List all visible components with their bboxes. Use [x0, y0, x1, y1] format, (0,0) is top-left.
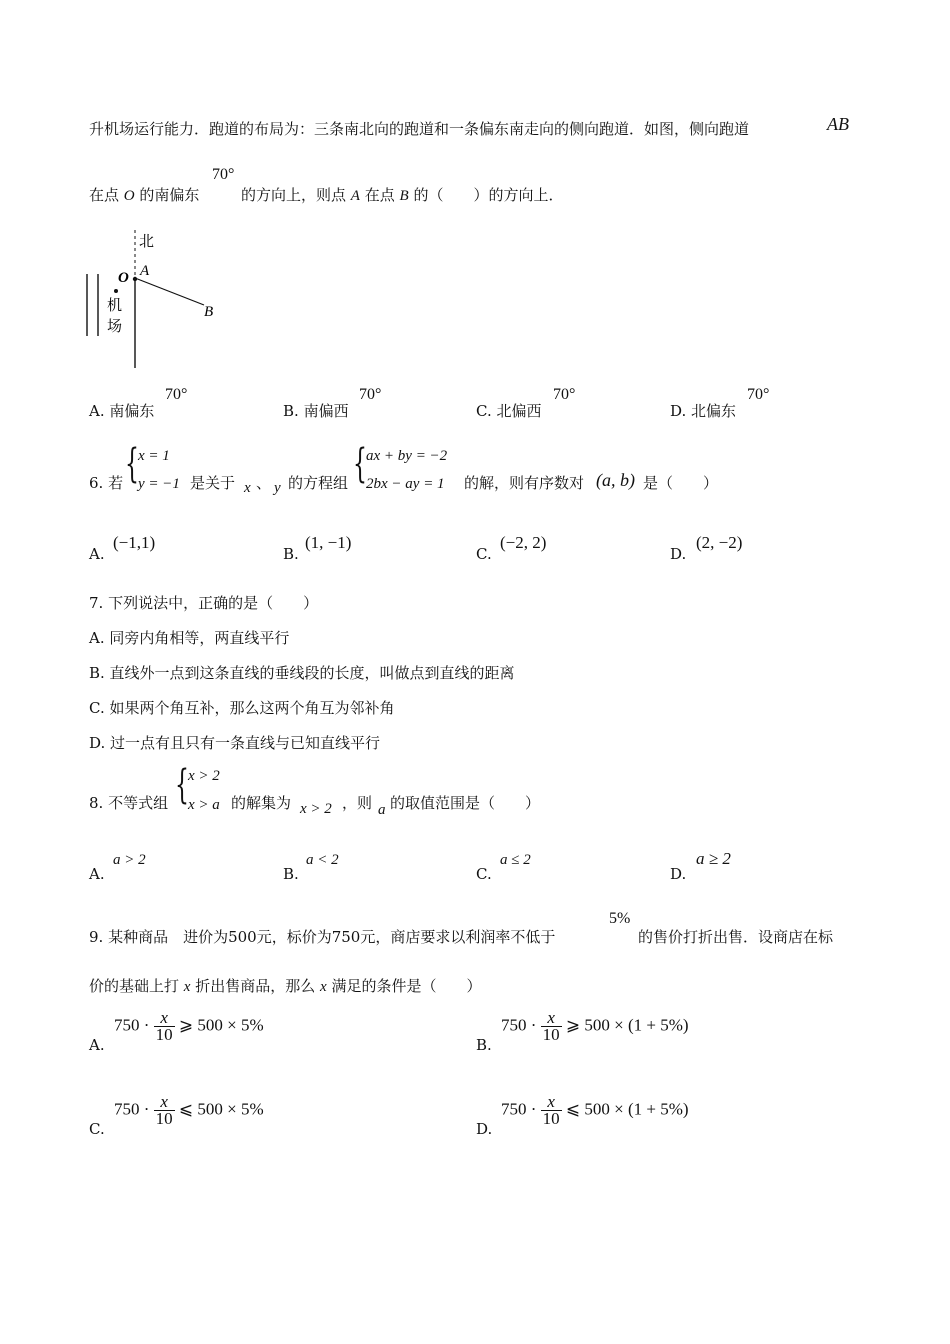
q7-option-a[interactable]: A. 同旁内角相等，两直线平行	[89, 629, 290, 647]
q8-text-3: 的取值范围是（ ）	[390, 794, 541, 812]
q7-option-d[interactable]: D. 过一点有且只有一条直线与已知直线平行	[89, 734, 381, 752]
q8-solution: x > 2	[300, 801, 332, 817]
q6-text-4: 是（ ）	[643, 474, 719, 492]
q5-option-d-deg: 70°	[747, 386, 770, 403]
q8-var-a: a	[378, 802, 386, 818]
q6-sep: 、	[256, 474, 272, 492]
q6-sys1-b: y = −1	[138, 476, 180, 492]
q9-option-a-expr[interactable]: 750 · $\frac{x}{10}$ ⩾ 500 × 5%	[114, 1008, 264, 1044]
q8-option-a-letter[interactable]: A.	[89, 865, 105, 883]
airport-dot	[114, 289, 118, 293]
q9-option-c-fraction: $\frac{x}{10}$	[155, 1092, 173, 1128]
q9-line1a: 9. 某种商品 进价为500元，标价为750元，商店要求以利润率不低于	[89, 928, 556, 946]
q6-option-c-value[interactable]: (−2, 2)	[500, 533, 547, 552]
q9-option-b-letter[interactable]: B.	[476, 1036, 492, 1054]
q9-line1b: 的售价打折出售．设商店在标	[638, 928, 834, 946]
q9-option-d-fraction: $\frac{x}{10}$	[542, 1092, 560, 1128]
q6-option-d-value[interactable]: (2, −2)	[696, 533, 743, 552]
q6-option-a-value[interactable]: (−1,1)	[113, 533, 156, 552]
q9-option-a-fraction: $\frac{x}{10}$	[155, 1008, 173, 1044]
q6-text-1: 是关于	[190, 474, 236, 492]
q9-line2: 价的基础上打 x 折出售商品，那么 x 满足的条件是（ ）	[89, 977, 482, 995]
q8-number: 8. 不等式组	[89, 794, 169, 812]
q6-text-3: 的解，则有序数对	[464, 474, 585, 492]
airport-label-1: 机	[107, 296, 123, 314]
q9-option-b-fraction: $\frac{x}{10}$	[542, 1008, 560, 1044]
q5-angle: 70°	[212, 166, 235, 183]
label-a: A	[140, 263, 150, 279]
label-o: O	[118, 270, 129, 286]
q7-stem: 7. 下列说法中，正确的是（ ）	[89, 594, 319, 612]
q7-option-b[interactable]: B. 直线外一点到这条直线的垂线段的长度，叫做点到直线的距离	[89, 664, 515, 682]
q8-brace: {	[175, 762, 189, 808]
q8-text-2: ，则	[342, 794, 373, 812]
q6-sys2-a: ax + by = −2	[366, 448, 448, 464]
q5-segment-ab: AB	[827, 114, 849, 134]
q6-text-2: 的方程组	[288, 474, 349, 492]
q5-option-a[interactable]: A. 南偏东	[89, 402, 155, 420]
q8-option-d-value[interactable]: a ≥ 2	[696, 849, 731, 868]
q8-sys-a: x > 2	[188, 768, 220, 784]
q5-option-d[interactable]: D. 北偏东	[670, 402, 737, 420]
q8-sys-b: x > a	[188, 797, 220, 813]
q6-sys2-b: 2bx − ay = 1	[366, 476, 445, 492]
north-label: 北	[139, 232, 155, 250]
q5-line2: 在点 O 的南偏东 的方向上，则点 A 在点 B 的（ ）的方向上．	[89, 186, 564, 204]
q6-brace-1: {	[125, 441, 139, 487]
q9-option-b-expr[interactable]: 750 · $\frac{x}{10}$ ⩾ 500 × (1 + 5%)	[501, 1008, 689, 1044]
q6-brace-2: {	[353, 441, 367, 487]
q6-pair: (a, b)	[596, 470, 635, 490]
q8-option-c-letter[interactable]: C.	[476, 865, 492, 883]
q8-option-b-value[interactable]: a < 2	[306, 852, 339, 868]
q6-option-d-letter[interactable]: D.	[670, 545, 687, 563]
q9-option-c-letter[interactable]: C.	[89, 1120, 105, 1138]
q9-percent: 5%	[609, 910, 631, 927]
q7-option-c[interactable]: C. 如果两个角互补，那么这两个角互为邻补角	[89, 699, 395, 717]
q9-option-c-expr[interactable]: 750 · $\frac{x}{10}$ ⩽ 500 × 5%	[114, 1092, 264, 1128]
q6-var-y: y	[274, 480, 281, 496]
q6-option-c-letter[interactable]: C.	[476, 545, 492, 563]
q8-option-b-letter[interactable]: B.	[283, 865, 299, 883]
q5-option-c-deg: 70°	[553, 386, 576, 403]
q8-option-d-letter[interactable]: D.	[670, 865, 687, 883]
point-o	[133, 277, 137, 281]
q6-number: 6. 若	[89, 474, 124, 492]
side-runway-ab	[135, 278, 204, 305]
q8-option-c-value[interactable]: a ≤ 2	[500, 852, 531, 868]
q6-option-b-value[interactable]: (1, −1)	[305, 533, 352, 552]
q6-var-x: x	[244, 480, 251, 496]
q6-sys1-a: x = 1	[138, 448, 170, 464]
q9-option-d-letter[interactable]: D.	[476, 1120, 493, 1138]
q5-option-c[interactable]: C. 北偏西	[476, 402, 542, 420]
q9-option-a-letter[interactable]: A.	[89, 1036, 105, 1054]
q6-option-b-letter[interactable]: B.	[283, 545, 299, 563]
q5-option-a-deg: 70°	[165, 386, 188, 403]
q5-line1: 升机场运行能力．跑道的布局为：三条南北向的跑道和一条偏东南走向的侧向跑道．如图，侧向跑道	[89, 120, 750, 138]
q5-option-b-deg: 70°	[359, 386, 382, 403]
q8-option-a-value[interactable]: a > 2	[113, 852, 146, 868]
q5-figure	[80, 228, 240, 373]
label-b: B	[204, 304, 214, 320]
q8-text-1: 的解集为	[231, 794, 292, 812]
q9-option-d-expr[interactable]: 750 · $\frac{x}{10}$ ⩽ 500 × (1 + 5%)	[501, 1092, 689, 1128]
airport-label-2: 场	[107, 317, 123, 335]
q6-option-a-letter[interactable]: A.	[89, 545, 105, 563]
q5-option-b[interactable]: B. 南偏西	[283, 402, 349, 420]
